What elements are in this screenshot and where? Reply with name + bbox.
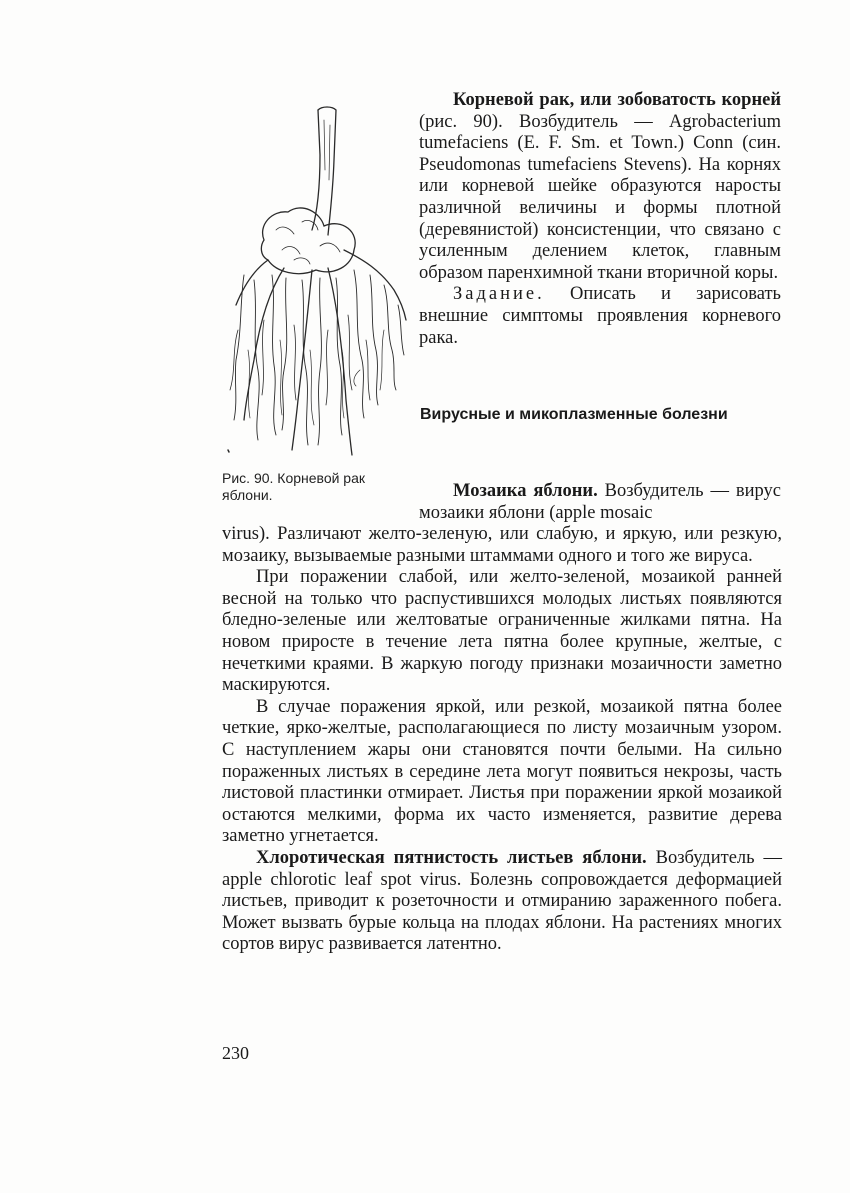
root-cancer-text: (рис. 90). Возбудитель — Agrobacterium tumefaciens (E. F. Sm. et Town.) Conn (син. Pseudomonas tumefaciens Stevens). На корнях или корневой шейке образуются наросты различной величины и формы плотной (деревянистой) консистенции, что связано с усиленным делением клеток, главным образом паренхимной ткани вторичной коры. — [419, 111, 781, 283]
chlorotic-text: Возбудитель — apple chlorotic leaf spot virus. Болезнь сопровождается деформацией листьев, приводит к розеточности и отмиранию зараженного побега. Может вызвать бурые кольца на плодах яблони. На растениях многих сортов вирус развивается латентно. — [222, 847, 783, 955]
mosaic-title: Мозаика яблони. — [453, 481, 598, 501]
root-cancer-illustration — [224, 100, 414, 462]
mosaic-intro-line — [419, 481, 781, 524]
chlorotic-paragraph — [222, 848, 782, 956]
root-cancer-paragraph — [419, 90, 781, 284]
mosaic-intro-text: Возбудитель — вирус мозаики яблони (apple mosaic — [419, 481, 781, 523]
mosaic-intro-continued: virus). Различают желто-зеленую, или слабую, и яркую, или резкую, мозаику, вызываемые разными штаммами одного и того же вируса. — [222, 524, 782, 566]
mosaic-paragraph-weak: При поражении слабой, или желто-зеленой, мозаикой ранней весной на только что распустившихся молодых листьях появляются бледно-зеленые или желтоватые ограниченные жилками пятна. На новом приросте в течение лета пятна более крупные, желтые, с нечеткими краями. В жаркую погоду признаки мозаичности заметно маскируются. — [222, 567, 782, 696]
mosaic-paragraph-strong: В случае поражения яркой, или резкой, мозаикой пятна более четкие, ярко-желтые, располагающиеся по листу мозаичным узором. С наступлением жары они становятся почти белыми. На сильно пораженных листьях в середине лета могут появиться некрозы, часть листовой пластинки отмирает. Листья при поражении яркой мозаикой остаются мелкими, форма их часто изменяется, развитие дерева заметно угнетается. — [222, 696, 782, 847]
task-paragraph — [419, 284, 781, 349]
mosaic-intro-right — [419, 481, 781, 524]
root-drawing — [224, 100, 414, 462]
chlorotic-title: Хлоротическая пятнистость листьев яблони. — [256, 847, 647, 868]
task-label: Задание. — [453, 284, 545, 305]
root-cancer-title: Корневой рак, или зобоватость корней — [453, 90, 781, 110]
figure-caption: Рис. 90. Корневой рак яблони. — [222, 470, 366, 503]
task-text: Описать и зарисовать внешние симптомы проявления корневого рака. — [419, 284, 781, 348]
page-number: 230 — [222, 1043, 249, 1063]
section-heading-viral: Вирусные и микоплазменные болезни — [420, 406, 728, 423]
root-cancer-section — [419, 90, 781, 349]
full-width-body — [222, 524, 782, 956]
